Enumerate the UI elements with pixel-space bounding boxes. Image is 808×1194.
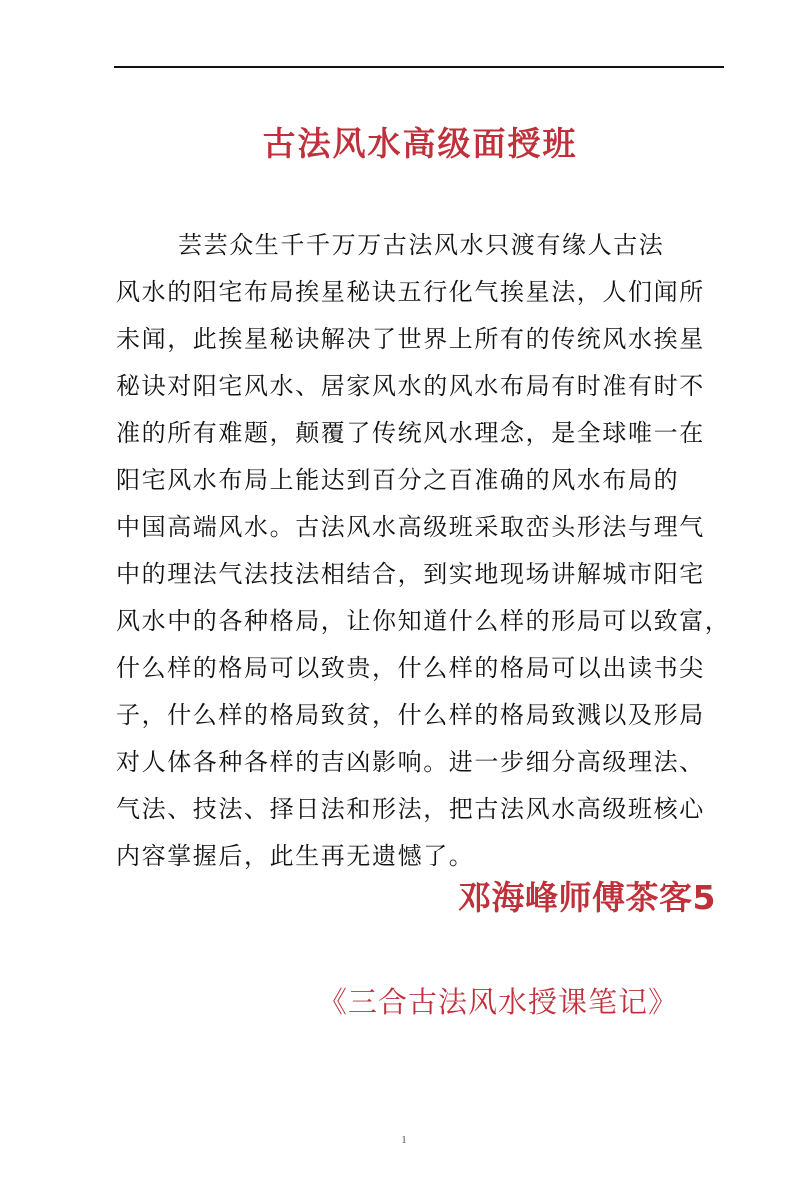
document-title: 古法风水高级面授班 xyxy=(262,124,578,163)
body-line: 中的理法气法技法相结合，到实地现场讲解城市阳宅 xyxy=(116,560,705,588)
body-line: 内容掌握后，此生再无遗憾了。 xyxy=(116,842,475,870)
body-line: 气法、技法、择日法和形法，把古法风水高级班核心 xyxy=(116,795,705,823)
body-line: 什么样的格局可以致贵，什么样的格局可以出读书尖 xyxy=(116,654,705,682)
header-rule xyxy=(114,66,724,68)
body-line: 未闻，此挨星秘诀解决了世界上所有的传统风水挨星 xyxy=(116,325,705,353)
body-line: 子，什么样的格局致贫，什么样的格局致溅以及形局 xyxy=(116,701,705,729)
body-line: 风水中的各种格局，让你知道什么样的形局可以致富， xyxy=(116,607,731,635)
body-line: 对人体各种各样的吉凶影响。进一步细分高级理法、 xyxy=(116,748,705,776)
body-line: 准的所有难题，颠覆了传统风水理念，是全球唯一在 xyxy=(116,419,705,447)
body-line: 芸芸众生千千万万古法风水只渡有缘人古法 xyxy=(178,231,665,259)
book-title: 《三合古法风水授课笔记》 xyxy=(318,985,679,1019)
body-text xyxy=(116,222,736,880)
body-line: 风水的阳宅布局挨星秘诀五行化气挨星法，人们闻所 xyxy=(116,278,705,306)
body-line: 阳宅风水布局上能达到百分之百准确的风水布局的 xyxy=(116,466,680,494)
page-number: 1 xyxy=(401,1135,407,1146)
author-name: 邓海峰师傅茶客5 xyxy=(458,878,716,917)
body-line: 秘诀对阳宅风水、居家风水的风水布局有时准有时不 xyxy=(116,372,705,400)
body-line: 中国高端风水。古法风水高级班采取峦头形法与理气 xyxy=(116,513,705,541)
